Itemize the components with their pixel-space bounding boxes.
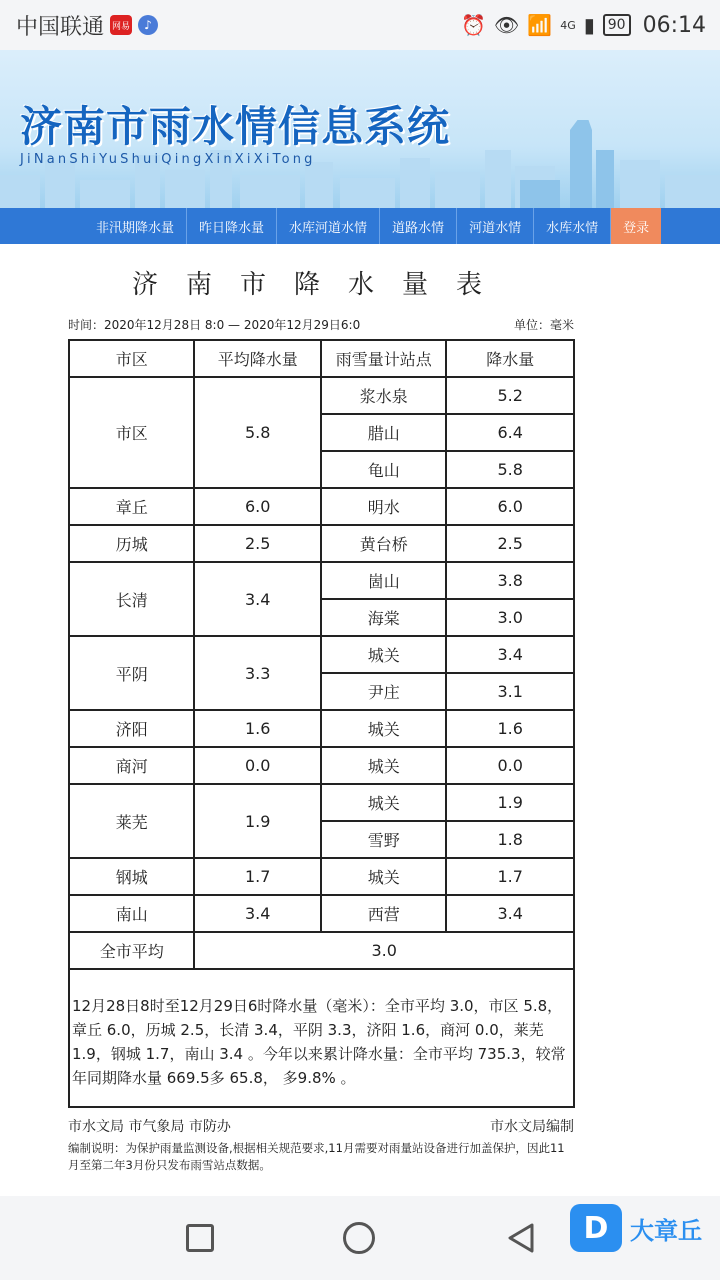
system-nav-bar: [0, 1196, 720, 1280]
netease-app-icon: 网易: [110, 15, 132, 35]
district-avg: 5.8: [194, 377, 321, 488]
district-avg: 1.7: [194, 858, 321, 895]
time-range: 时间：2020年12月28日 8:0 — 2020年12月29日6:0: [68, 318, 361, 332]
header-district: 市区: [69, 340, 194, 377]
city-average-row: [69, 932, 574, 969]
station-name: 雪野: [321, 821, 446, 858]
nav-item-river-water[interactable]: 河道水情: [457, 208, 534, 244]
table-row: [69, 784, 574, 821]
nav-item-reservoir-water[interactable]: 水库水情: [534, 208, 611, 244]
station-value: 1.7: [446, 858, 574, 895]
station-value: 1.8: [446, 821, 574, 858]
meta-row: [68, 316, 574, 333]
login-button[interactable]: 登录: [611, 208, 661, 244]
district-avg: 6.0: [194, 488, 321, 525]
district-avg: 0.0: [194, 747, 321, 784]
station-value: 3.1: [446, 673, 574, 710]
nav-item-nonflood-rainfall[interactable]: 非汛期降水量: [84, 208, 187, 244]
header-rainfall: 降水量: [446, 340, 574, 377]
footer-agencies: 市水文局 市气象局 市防办: [68, 1119, 231, 1135]
station-name: 城关: [321, 747, 446, 784]
nav-item-road-water[interactable]: 道路水情: [380, 208, 457, 244]
district-name: 莱芜: [69, 784, 194, 858]
station-value: 5.8: [446, 451, 574, 488]
station-value: 3.4: [446, 895, 574, 932]
district-name: 市区: [69, 377, 194, 488]
compile-note: 编制说明：为保护雨量监测设备,根据相关规范要求,11月需要对雨量站设备进行加盖保护，因此11月至第二年3月份只发布雨雪站点数据。: [68, 1141, 565, 1172]
carrier-name: 中国联通: [16, 14, 105, 40]
station-name: 黄台桥: [321, 525, 446, 562]
station-value: 2.5: [446, 525, 574, 562]
alarm-icon: ⏰: [461, 13, 486, 37]
system-title: 济南市雨水情信息系统: [20, 102, 451, 151]
eye-icon: 👁: [493, 13, 520, 37]
station-value: 6.4: [446, 414, 574, 451]
district-avg: 1.6: [194, 710, 321, 747]
table-row: [69, 895, 574, 932]
station-name: 海棠: [321, 599, 446, 636]
station-name: 城关: [321, 636, 446, 673]
watermark-logo: D: [570, 1204, 622, 1252]
footer-row: [68, 1116, 574, 1136]
district-avg: 2.5: [194, 525, 321, 562]
table-row: [69, 488, 574, 525]
footer-compiler: 市水文局编制: [490, 1119, 574, 1135]
system-subtitle: JiNanShiYuShuiQingXinXiXiTong: [20, 152, 316, 167]
station-name: 城关: [321, 858, 446, 895]
city-average-label: 全市平均: [69, 932, 194, 969]
table-row: [69, 858, 574, 895]
table-header-row: [69, 340, 574, 377]
table-row: [69, 525, 574, 562]
district-avg: 3.3: [194, 636, 321, 710]
table-row: [69, 710, 574, 747]
status-bar: [0, 0, 720, 50]
main-content: [0, 244, 720, 1194]
back-button[interactable]: [506, 1222, 536, 1254]
table-row: [69, 636, 574, 673]
header-avg-rainfall: 平均降水量: [194, 340, 321, 377]
table-row: [69, 377, 574, 414]
city-average-value: 3.0: [194, 932, 574, 969]
page-title: 济南市降水量表: [131, 270, 510, 300]
district-name: 历城: [69, 525, 194, 562]
watermark: [570, 1204, 702, 1252]
district-name: 长清: [69, 562, 194, 636]
home-button[interactable]: [343, 1222, 375, 1254]
station-value: 3.0: [446, 599, 574, 636]
main-nav: [0, 208, 720, 244]
station-name: 崮山: [321, 562, 446, 599]
rainfall-table: [68, 339, 575, 970]
summary-text: 12月28日8时至12月29日6时降水量（毫米）：全市平均 3.0，市区 5.8，章丘 6.0，历城 2.5，长清 3.4，平阴 3.3，济阳 1.6，商河 0.0，莱芜 1.9，钢城 1.7，南山 3.4 。今年以来累计降水量：全市平均 735.3，较常年同期降水量 669.5多 65.8， 多9.8% 。: [68, 966, 575, 1108]
station-value: 3.4: [446, 636, 574, 673]
signal-icon: ▮: [583, 13, 595, 37]
station-name: 浆水泉: [321, 377, 446, 414]
district-name: 钢城: [69, 858, 194, 895]
header-banner: [0, 50, 720, 210]
district-avg: 1.9: [194, 784, 321, 858]
unit-label: 单位：毫米: [513, 318, 574, 332]
district-name: 济阳: [69, 710, 194, 747]
table-row: [69, 562, 574, 599]
recent-apps-button[interactable]: [186, 1224, 214, 1252]
district-name: 平阴: [69, 636, 194, 710]
station-name: 城关: [321, 784, 446, 821]
station-value: 5.2: [446, 377, 574, 414]
signal-label: 4G: [560, 18, 576, 32]
station-name: 尹庄: [321, 673, 446, 710]
station-name: 腊山: [321, 414, 446, 451]
music-app-icon: ♪: [138, 15, 158, 35]
station-name: 龟山: [321, 451, 446, 488]
district-name: 南山: [69, 895, 194, 932]
header-station: 雨雪量计站点: [321, 340, 446, 377]
watermark-text: 大章丘: [630, 1216, 702, 1245]
battery-icon: 90: [603, 14, 631, 36]
nav-item-yesterday-rainfall[interactable]: 昨日降水量: [187, 208, 277, 244]
station-value: 1.6: [446, 710, 574, 747]
station-value: 1.9: [446, 784, 574, 821]
station-value: 6.0: [446, 488, 574, 525]
station-name: 西营: [321, 895, 446, 932]
clock: 06:14: [642, 12, 706, 38]
station-value: 0.0: [446, 747, 574, 784]
district-avg: 3.4: [194, 562, 321, 636]
station-name: 明水: [321, 488, 446, 525]
station-value: 3.8: [446, 562, 574, 599]
district-name: 商河: [69, 747, 194, 784]
wifi-icon: 📶: [527, 13, 553, 37]
district-name: 章丘: [69, 488, 194, 525]
table-row: [69, 747, 574, 784]
nav-item-reservoir-river[interactable]: 水库河道水情: [277, 208, 380, 244]
district-avg: 3.4: [194, 895, 321, 932]
station-name: 城关: [321, 710, 446, 747]
